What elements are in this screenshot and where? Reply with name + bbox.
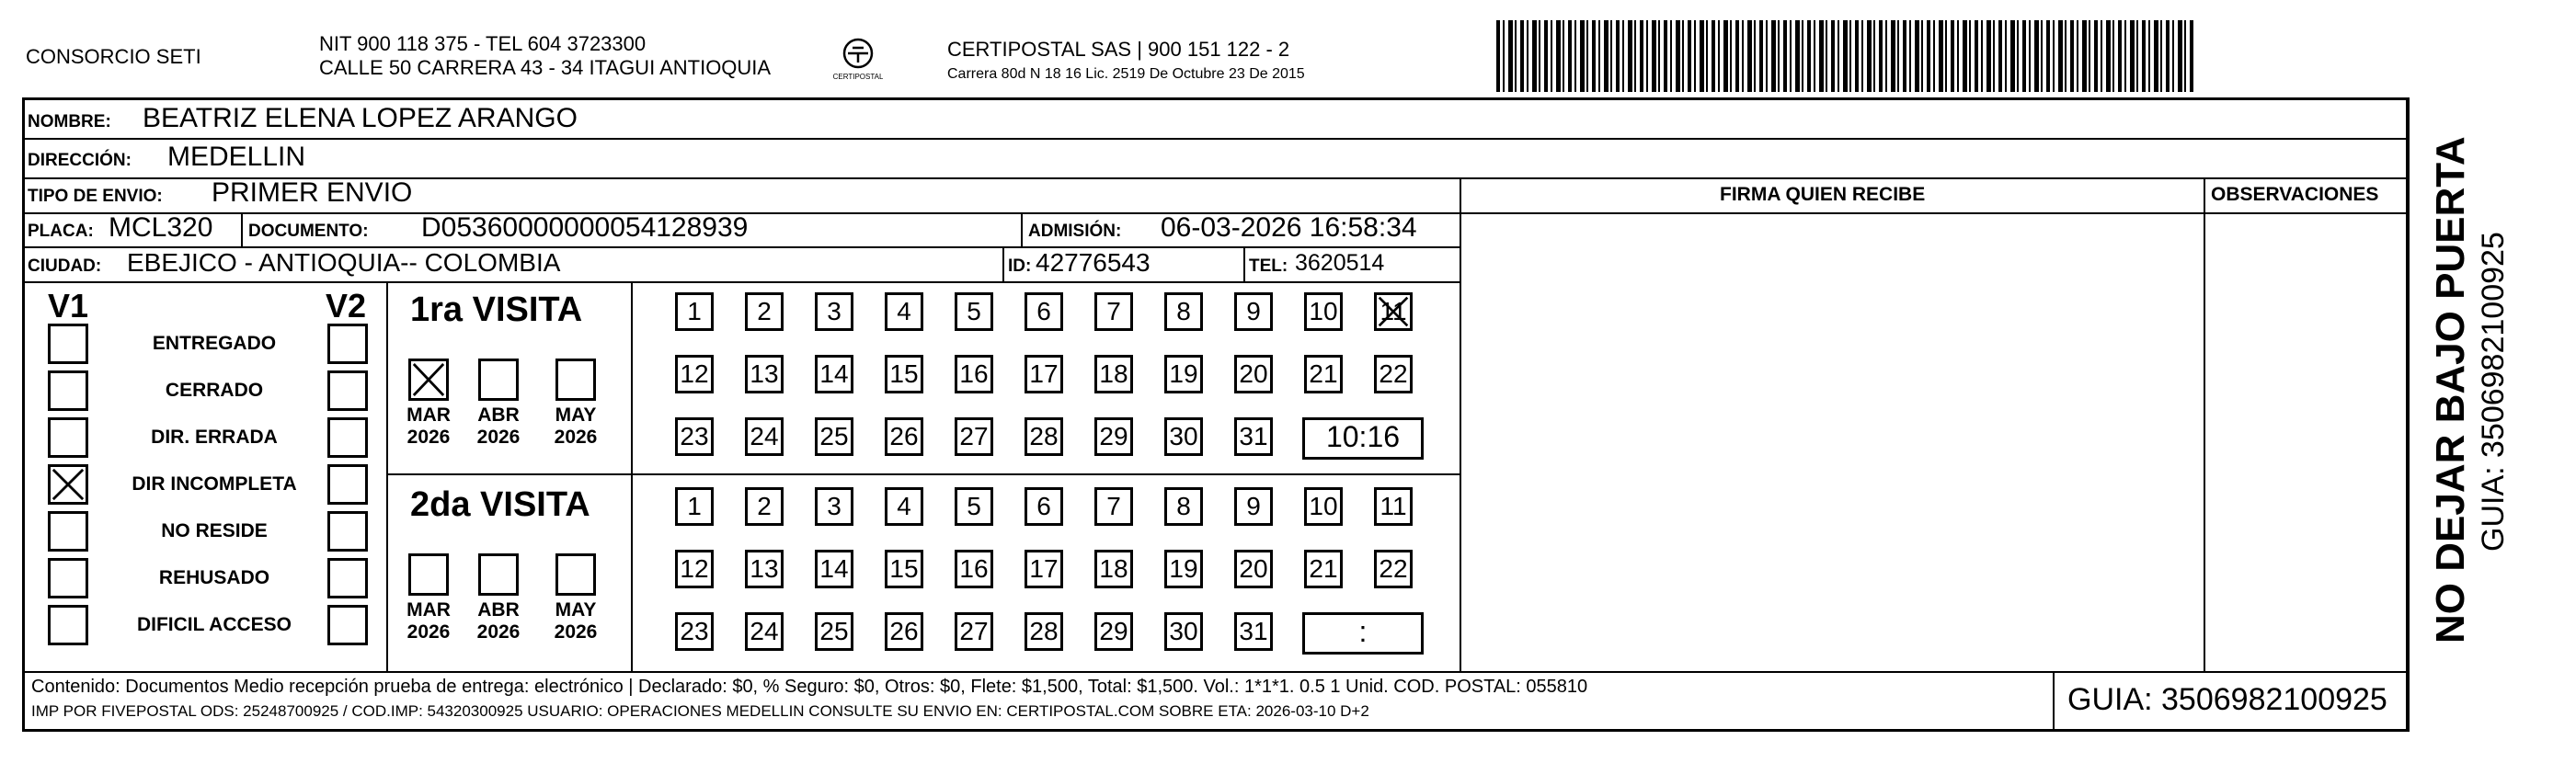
tel-value: 3620514: [1295, 250, 1385, 276]
month-year: 2026: [554, 427, 598, 448]
day-box[interactable]: 21: [1304, 355, 1343, 393]
observaciones-header: OBSERVACIONES: [2211, 184, 2379, 205]
tel-label: TEL:: [1249, 256, 1288, 276]
day-box[interactable]: 17: [1025, 355, 1063, 393]
day-box[interactable]: 25: [815, 417, 853, 456]
status-label: REHUSADO: [158, 567, 270, 588]
month-name: ABR: [477, 404, 520, 426]
day-box[interactable]: 11: [1374, 487, 1413, 526]
month-year: 2026: [406, 621, 451, 643]
month-year: 2026: [406, 427, 451, 448]
admision-value: 06-03-2026 16:58:34: [1161, 212, 1417, 243]
v1-checkbox[interactable]: [48, 324, 88, 364]
day-box[interactable]: 18: [1094, 355, 1133, 393]
v2-checkbox[interactable]: [327, 558, 368, 598]
month-label: [541, 599, 611, 643]
nombre-value: BEATRIZ ELENA LOPEZ ARANGO: [143, 103, 578, 133]
day-box[interactable]: 1: [675, 292, 714, 331]
direccion-label: DIRECCIÓN:: [28, 151, 132, 170]
visit2-title: 2da VISITA: [410, 485, 590, 524]
day-box[interactable]: 27: [955, 612, 993, 651]
month-checkbox[interactable]: [555, 553, 596, 596]
v2-checkbox[interactable]: [327, 464, 368, 505]
no-dejar-bajo-puerta: NO DEJAR BAJO PUERTA: [2428, 136, 2473, 643]
month-name: MAY: [555, 599, 597, 621]
month-label: [464, 599, 533, 643]
status-label: ENTREGADO: [152, 333, 277, 354]
footer-contenido: Contenido: Documentos Medio recepción prueba de entrega: electrónico | Declarado: $0, % Seguro: $0, Otros: $0, Flete: $1,500, Total: $1,500. Vol.: 1*1*1. 0.5 1 Unid. COD. POSTAL: 055810: [31, 677, 1588, 697]
company-name: CONSORCIO SETI: [26, 45, 201, 68]
month-label: [464, 404, 533, 449]
day-box[interactable]: [1374, 292, 1413, 331]
day-box[interactable]: 10: [1304, 487, 1343, 526]
v2-checkbox[interactable]: [327, 417, 368, 458]
time-box[interactable]: 10:16: [1302, 417, 1424, 460]
day-box[interactable]: 29: [1094, 417, 1133, 456]
month-year: 2026: [476, 427, 521, 448]
v2-header: V2: [326, 287, 367, 325]
month-year: 2026: [476, 621, 521, 643]
tipo-label: TIPO DE ENVIO:: [28, 187, 163, 206]
tipo-value: PRIMER ENVIO: [212, 177, 413, 208]
day-box[interactable]: 31: [1234, 612, 1273, 651]
day-box[interactable]: 4: [885, 487, 923, 526]
barcode: [1496, 20, 2195, 92]
month-name: MAR: [406, 404, 451, 426]
day-box[interactable]: 19: [1164, 355, 1203, 393]
day-box[interactable]: 24: [745, 417, 784, 456]
month-name: MAR: [406, 599, 451, 621]
status-label: DIR INCOMPLETA: [132, 473, 297, 495]
day-box[interactable]: 25: [815, 612, 853, 651]
day-box[interactable]: 29: [1094, 612, 1133, 651]
day-box[interactable]: 28: [1025, 417, 1063, 456]
license-line: Carrera 80d N 18 16 Lic. 2519 De Octubre 23 De 2015: [947, 66, 1305, 82]
status-label: DIR. ERRADA: [151, 427, 278, 448]
day-box[interactable]: 2: [745, 487, 784, 526]
certipostal-line: CERTIPOSTAL SAS | 900 151 122 - 2: [947, 38, 1290, 61]
day-box[interactable]: 8: [1164, 292, 1203, 331]
ciudad-value: EBEJICO - ANTIOQUIA-- COLOMBIA: [127, 248, 561, 277]
v1-checkbox[interactable]: [48, 558, 88, 598]
logo-text: CERTIPOSTAL: [833, 73, 883, 81]
day-box[interactable]: 10: [1304, 292, 1343, 331]
day-box[interactable]: 4: [885, 292, 923, 331]
day-box[interactable]: 24: [745, 612, 784, 651]
day-box[interactable]: 13: [745, 355, 784, 393]
day-box[interactable]: 5: [955, 487, 993, 526]
day-box[interactable]: 9: [1234, 487, 1273, 526]
month-name: ABR: [477, 599, 520, 621]
address-line: CALLE 50 CARRERA 43 - 34 ITAGUI ANTIOQUIA: [319, 56, 772, 79]
status-label: NO RESIDE: [161, 520, 268, 541]
day-box[interactable]: 7: [1094, 292, 1133, 331]
day-box[interactable]: 1: [675, 487, 714, 526]
footer-imp: IMP POR FIVEPOSTAL ODS: 25248700925 / COD.IMP: 54320300925 USUARIO: OPERACIONES MEDELLIN CONSULTE SU ENVIO EN: CERTIPOSTAL.COM SOBRE ETA: 2026-03-10 D+2: [31, 702, 1369, 720]
direccion-value: MEDELLIN: [167, 142, 306, 172]
day-box[interactable]: 13: [745, 550, 784, 588]
day-box[interactable]: 19: [1164, 550, 1203, 588]
v1-checkbox[interactable]: [48, 605, 88, 645]
day-box[interactable]: 15: [885, 550, 923, 588]
status-label: CERRADO: [165, 380, 264, 401]
day-box[interactable]: 12: [675, 355, 714, 393]
day-box[interactable]: 15: [885, 355, 923, 393]
month-checkbox[interactable]: [478, 359, 519, 401]
v1-checkbox[interactable]: [48, 464, 88, 505]
firma-header: FIRMA QUIEN RECIBE: [1720, 184, 1926, 205]
id-value: 42776543: [1036, 248, 1151, 277]
day-box[interactable]: 22: [1374, 550, 1413, 588]
id-label: ID:: [1008, 256, 1032, 276]
v1-checkbox[interactable]: [48, 417, 88, 458]
side-guia: GUIA: 3506982100925: [2476, 232, 2511, 552]
day-box[interactable]: 8: [1164, 487, 1203, 526]
day-box[interactable]: 30: [1164, 612, 1203, 651]
footer-guia: GUIA: 3506982100925: [2067, 682, 2387, 717]
nit-line: NIT 900 118 375 - TEL 604 3723300: [319, 32, 647, 55]
v2-checkbox[interactable]: [327, 370, 368, 411]
day-box[interactable]: 22: [1374, 355, 1413, 393]
day-box[interactable]: 3: [815, 292, 853, 331]
day-box[interactable]: 30: [1164, 417, 1203, 456]
ciudad-label: CIUDAD:: [28, 256, 102, 276]
day-box[interactable]: 9: [1234, 292, 1273, 331]
day-box[interactable]: 7: [1094, 487, 1133, 526]
day-box[interactable]: 12: [675, 550, 714, 588]
day-box[interactable]: 27: [955, 417, 993, 456]
month-checkbox[interactable]: [555, 359, 596, 401]
month-checkbox[interactable]: [408, 553, 449, 596]
day-box[interactable]: 20: [1234, 355, 1273, 393]
time-box[interactable]: :: [1302, 612, 1424, 655]
day-box[interactable]: 18: [1094, 550, 1133, 588]
day-box[interactable]: 3: [815, 487, 853, 526]
month-checkbox[interactable]: [408, 359, 449, 401]
documento-label: DOCUMENTO:: [248, 222, 369, 241]
v2-checkbox[interactable]: [327, 324, 368, 364]
v1-checkbox[interactable]: [48, 511, 88, 552]
day-box[interactable]: 17: [1025, 550, 1063, 588]
day-box[interactable]: 31: [1234, 417, 1273, 456]
day-box[interactable]: 23: [675, 612, 714, 651]
day-box[interactable]: 16: [955, 355, 993, 393]
certipostal-logo: [833, 35, 883, 85]
day-box[interactable]: 14: [815, 550, 853, 588]
day-box[interactable]: 26: [885, 417, 923, 456]
month-name: MAY: [555, 404, 597, 426]
placa-value: MCL320: [109, 212, 213, 243]
month-label: [541, 404, 611, 449]
v1-checkbox[interactable]: [48, 370, 88, 411]
day-box[interactable]: 26: [885, 612, 923, 651]
day-box[interactable]: 14: [815, 355, 853, 393]
day-box[interactable]: 6: [1025, 292, 1063, 331]
day-box[interactable]: 16: [955, 550, 993, 588]
placa-label: PLACA:: [28, 222, 94, 241]
admision-label: ADMISIÓN:: [1028, 222, 1122, 241]
v2-checkbox[interactable]: [327, 511, 368, 552]
day-box[interactable]: 5: [955, 292, 993, 331]
day-box[interactable]: 6: [1025, 487, 1063, 526]
day-number: 11: [1380, 297, 1407, 325]
day-box[interactable]: 2: [745, 292, 784, 331]
day-box[interactable]: 20: [1234, 550, 1273, 588]
month-year: 2026: [554, 621, 598, 643]
month-checkbox[interactable]: [478, 553, 519, 596]
visit1-title: 1ra VISITA: [410, 290, 583, 329]
v1-header: V1: [48, 287, 89, 325]
documento-value: D05360000000054128939: [421, 212, 749, 243]
status-label: DIFICIL ACCESO: [136, 614, 292, 635]
day-box[interactable]: 28: [1025, 612, 1063, 651]
month-label: [394, 404, 464, 449]
v2-checkbox[interactable]: [327, 605, 368, 645]
day-box[interactable]: 23: [675, 417, 714, 456]
month-label: [394, 599, 464, 643]
nombre-label: NOMBRE:: [28, 112, 111, 131]
day-box[interactable]: 21: [1304, 550, 1343, 588]
